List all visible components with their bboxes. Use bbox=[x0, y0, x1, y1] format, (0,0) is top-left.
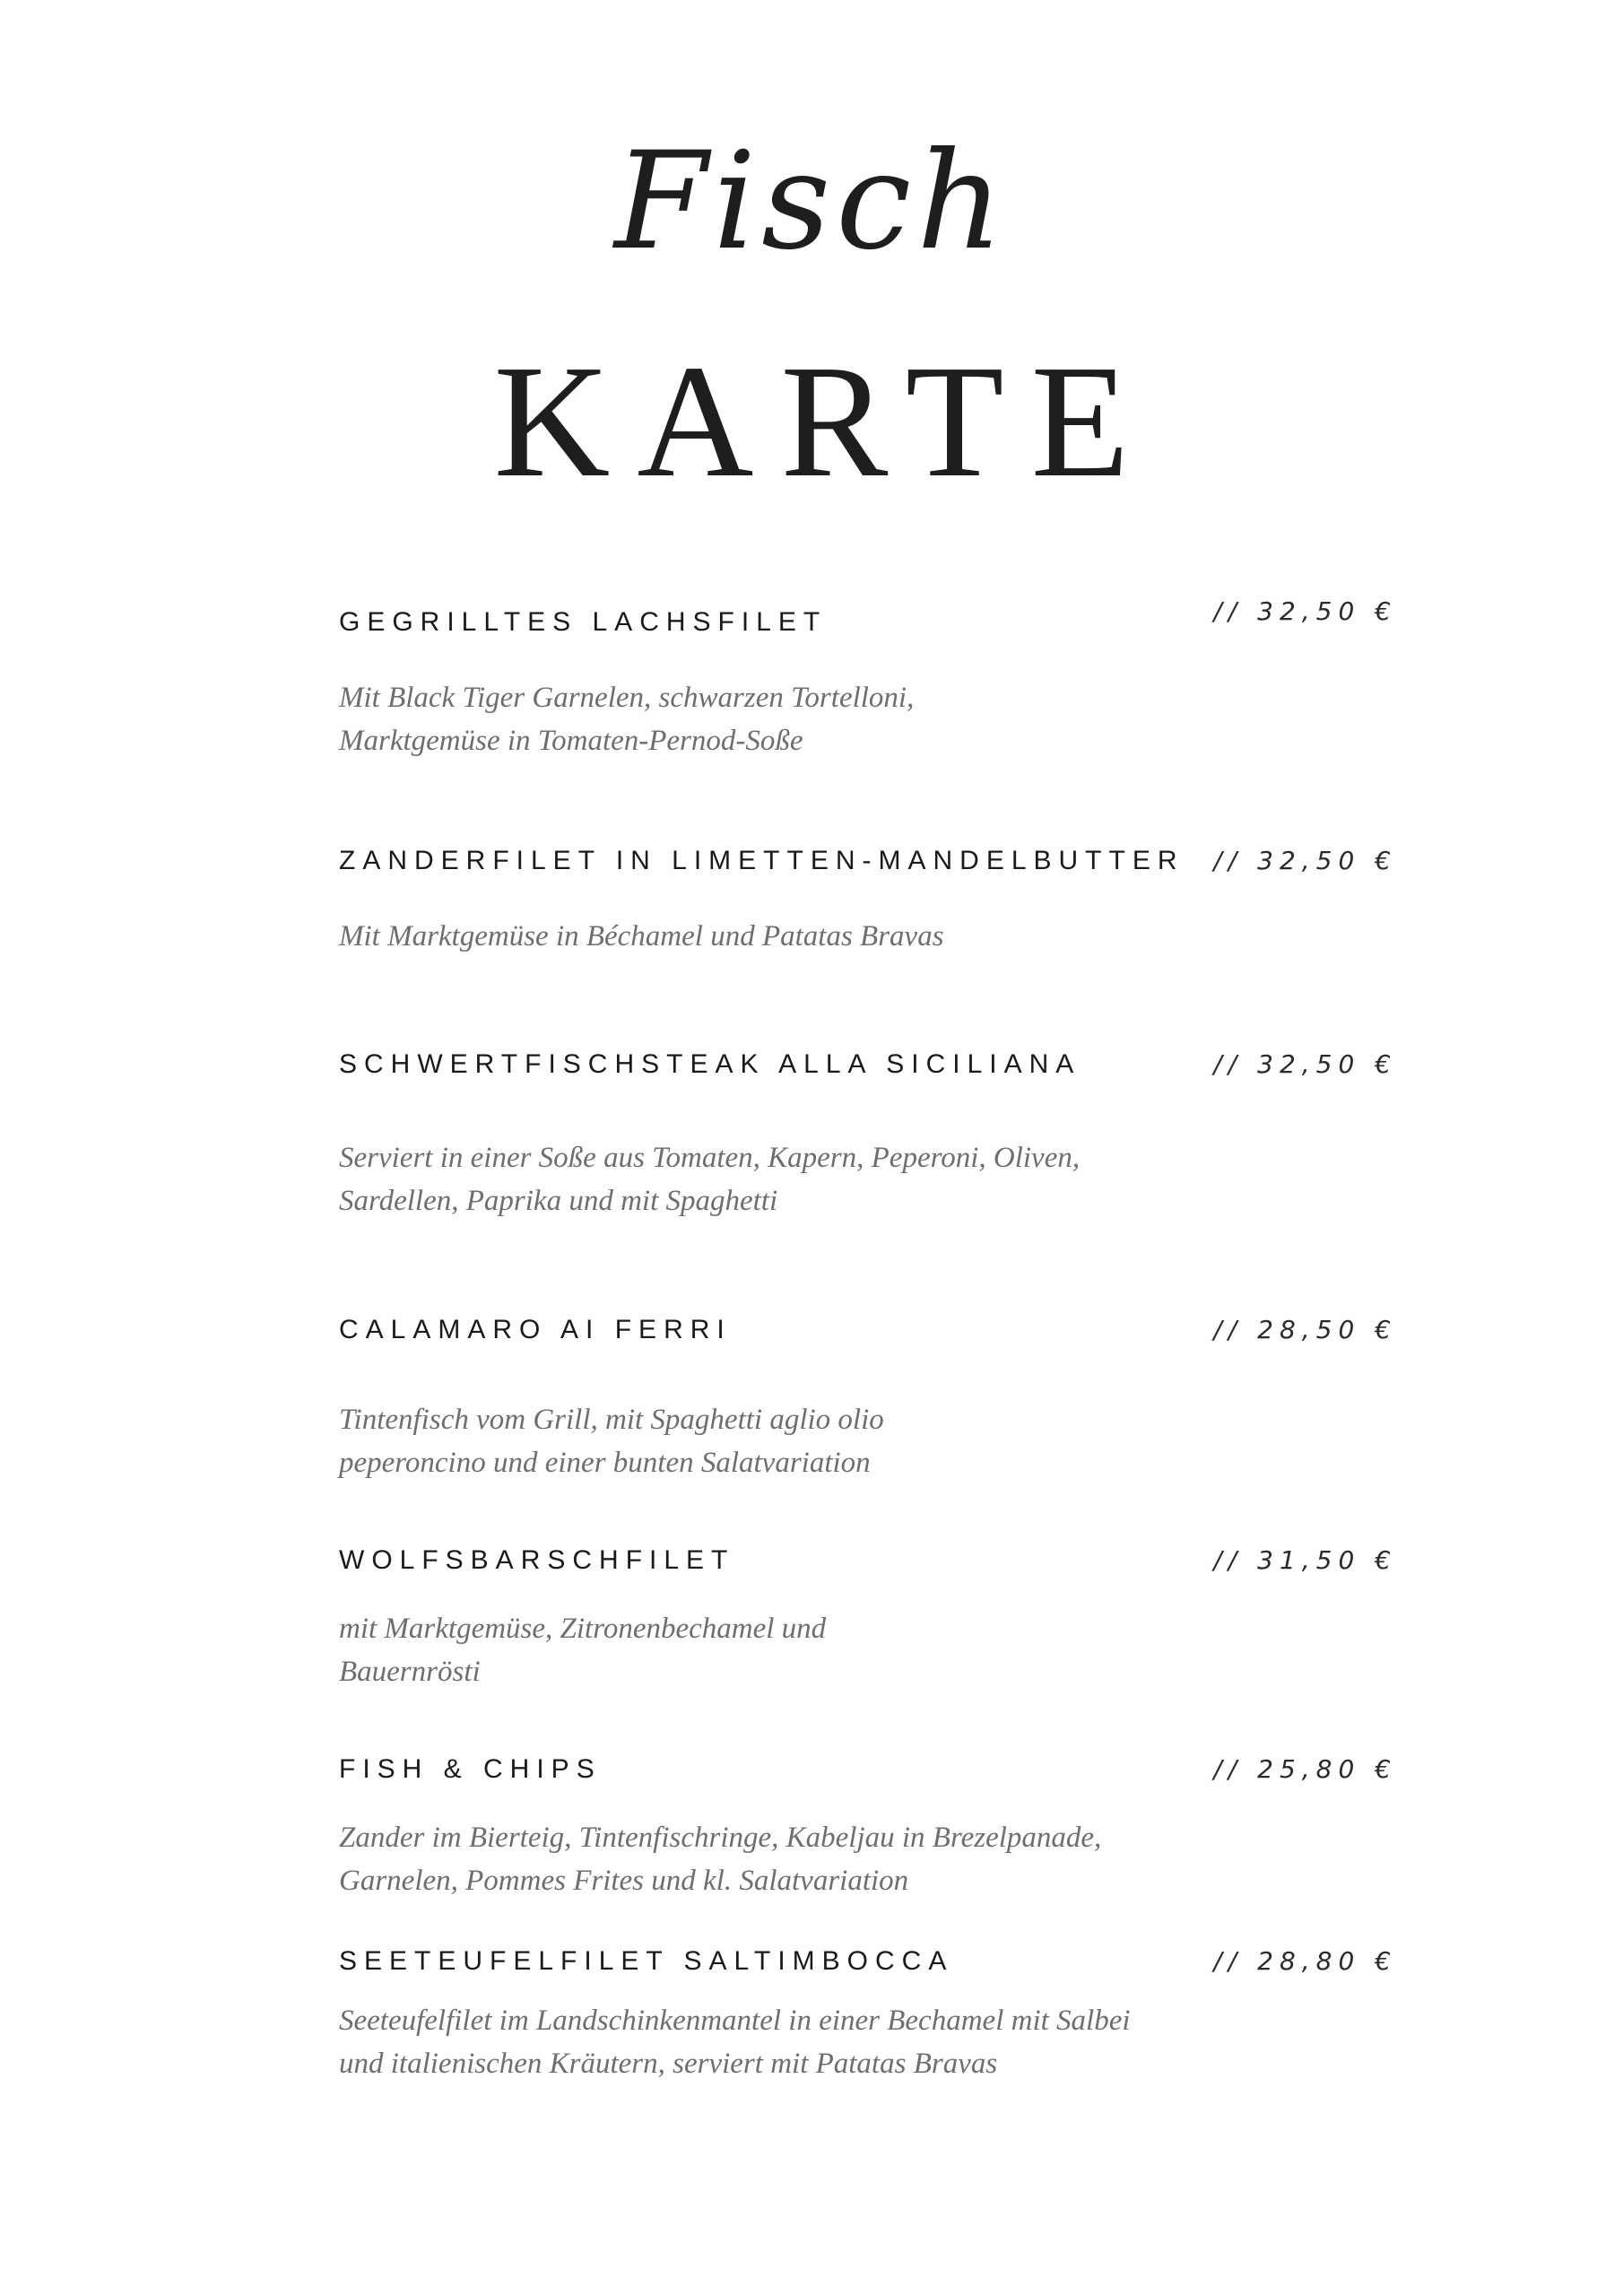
dish-price: // 28,50 € bbox=[1213, 1315, 1397, 1344]
dish-description bbox=[339, 1136, 1080, 1222]
dish-description-line: Mit Marktgemüse in Béchamel und Patatas Bravas bbox=[339, 920, 944, 952]
dish-description-line: peperoncino und einer bunten Salatvariation bbox=[339, 1447, 871, 1479]
dish-name: CALAMARO AI FERRI bbox=[339, 1315, 732, 1344]
dish-description bbox=[339, 1999, 1131, 2085]
dish-price: // 32,50 € bbox=[1213, 846, 1397, 875]
dish-description-line: Seeteufelfilet im Landschinkenmantel in einer Bechamel mit Salbei bbox=[339, 2005, 1131, 2037]
dish-name: WOLFSBARSCHFILET bbox=[339, 1545, 735, 1575]
dish-price: // 32,50 € bbox=[1213, 1049, 1397, 1079]
dish-price: // 28,80 € bbox=[1213, 1946, 1397, 1976]
dish-name: SEETEUFELFILET SALTIMBOCCA bbox=[339, 1946, 954, 1976]
dish-name: SCHWERTFISCHSTEAK ALLA SICILIANA bbox=[339, 1049, 1081, 1079]
dish-description bbox=[339, 1398, 884, 1484]
dish-description bbox=[339, 676, 914, 762]
menu-script-title: Fisch bbox=[614, 124, 1009, 280]
dish-description bbox=[339, 1607, 826, 1693]
dish-price: // 32,50 € bbox=[1213, 596, 1397, 626]
dish-description-line: Tintenfisch vom Grill, mit Spaghetti aglio olio bbox=[339, 1404, 884, 1436]
dish-description-line: Serviert in einer Soße aus Tomaten, Kapern, Peperoni, Oliven, bbox=[339, 1142, 1081, 1174]
dish-description-line: mit Marktgemüse, Zitronenbechamel und bbox=[339, 1613, 827, 1645]
dish-description bbox=[339, 1816, 1101, 1902]
dish-description-line: Zander im Bierteig, Tintenfischringe, Kabeljau in Brezelpanade, bbox=[339, 1822, 1102, 1854]
dish-description-line: und italienischen Kräutern, serviert mit Patatas Bravas bbox=[339, 2048, 998, 2080]
dish-description-line: Marktgemüse in Tomaten-Pernod-Soße bbox=[339, 725, 803, 757]
dish-description-line: Garnelen, Pommes Frites und kl. Salatvariation bbox=[339, 1865, 909, 1897]
dish-description-line: Mit Black Tiger Garnelen, schwarzen Tortelloni, bbox=[339, 682, 915, 714]
dish-name: GEGRILLTES LACHSFILET bbox=[339, 607, 828, 637]
dish-price: // 25,80 € bbox=[1213, 1754, 1397, 1784]
dish-price: // 31,50 € bbox=[1213, 1545, 1397, 1575]
dish-description-line: Bauernrösti bbox=[339, 1656, 481, 1688]
dish-description-line: Sardellen, Paprika und mit Spaghetti bbox=[339, 1185, 778, 1217]
dish-name: ZANDERFILET IN LIMETTEN-MANDELBUTTER bbox=[339, 846, 1185, 875]
menu-main-title: KARTE bbox=[493, 332, 1157, 510]
dish-name: FISH & CHIPS bbox=[339, 1754, 602, 1784]
dish-description bbox=[339, 915, 944, 958]
